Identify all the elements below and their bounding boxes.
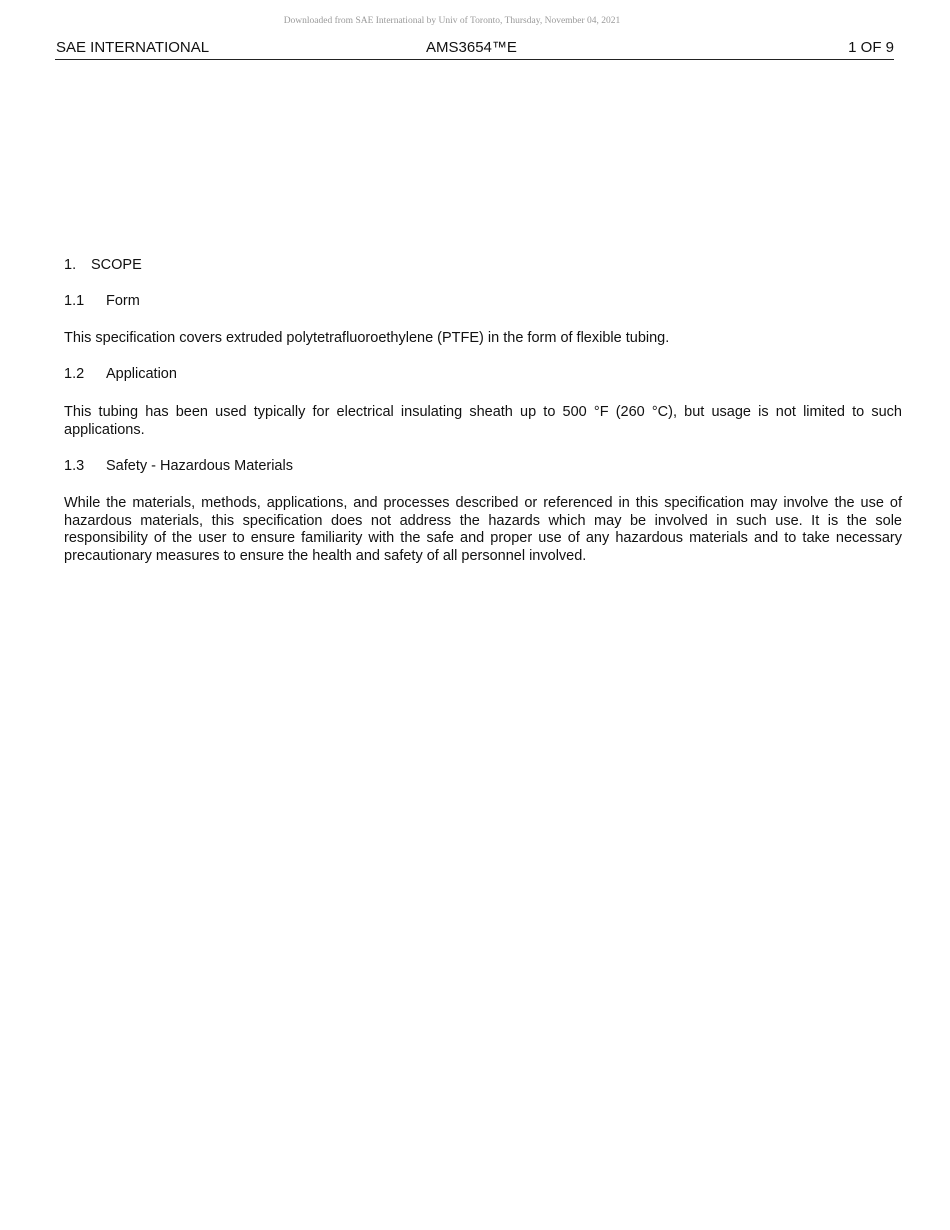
section-number: 1. [64, 257, 77, 273]
download-watermark: Downloaded from SAE International by Univ of Toronto, Thursday, November 04, 2021 [283, 16, 621, 26]
section-1-1-heading [64, 293, 140, 309]
section-1-1-body: This specification covers extruded polytetrafluoroethylene (PTFE) in the form of flexible tubing. [64, 330, 670, 346]
page-header [55, 38, 894, 60]
section-1-heading [64, 257, 142, 273]
section-1-2-body: This tubing has been used typically for electrical insulating sheath up to 500 °F (260 °C), but usage is not limited to such applications. [64, 404, 902, 438]
section-title: Safety - Hazardous Materials [106, 458, 293, 474]
header-organization: SAE INTERNATIONAL [56, 39, 210, 56]
section-title: SCOPE [91, 257, 142, 273]
section-1-3-body: While the materials, methods, applications, and processes described or referenced in this specification may involve the use of hazardous materials, this specification does not address the hazards which may be involved in such use. It is the sole responsibility of the user to ensure familiarity with the safe and proper use of any hazardous materials and to take necessary precautionary measures to ensure the health and safety of all personnel involved. [64, 495, 902, 564]
header-page-number: 1 OF 9 [848, 39, 894, 56]
section-number: 1.2 [64, 366, 85, 382]
section-1-3-heading [64, 458, 293, 474]
section-1-2-heading [64, 366, 177, 382]
section-title: Application [106, 366, 177, 382]
section-title: Form [106, 293, 140, 309]
header-document-id: AMS3654™E [426, 39, 517, 56]
section-number: 1.1 [64, 293, 85, 309]
section-number: 1.3 [64, 458, 85, 474]
